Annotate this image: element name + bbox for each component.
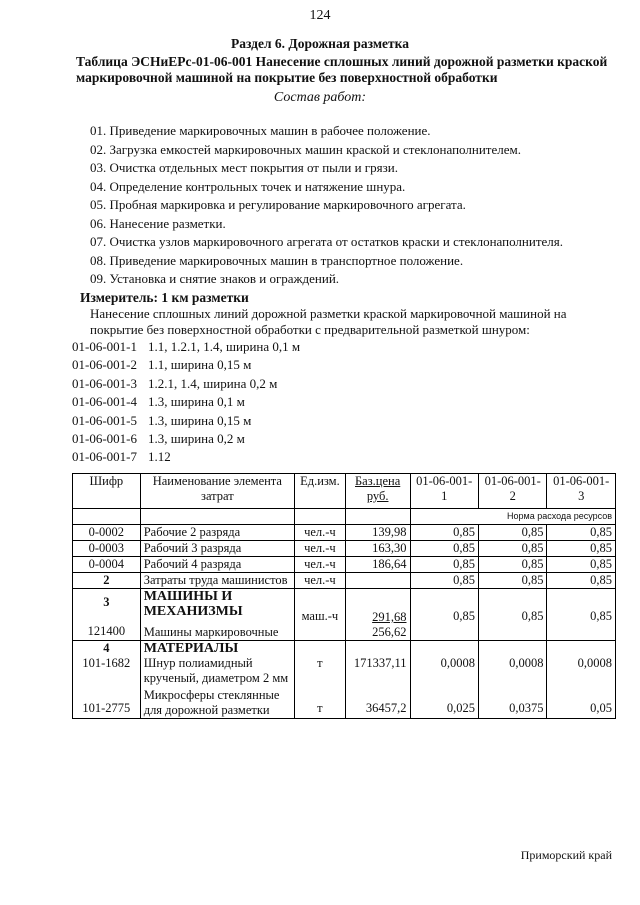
row-v2 bbox=[478, 641, 546, 719]
code-id: 01-06-001-1 bbox=[72, 339, 137, 354]
row-unit: чел.-ч bbox=[295, 557, 346, 573]
row-v2: 0,85 bbox=[478, 589, 546, 641]
row-name: Рабочий 4 разряда bbox=[140, 557, 294, 573]
row-v3: 0,85 bbox=[547, 525, 616, 541]
measure-unit: Измеритель: 1 км разметки bbox=[80, 290, 249, 305]
row-name-machine: Машины маркировочные bbox=[143, 625, 279, 639]
code-id: 01-06-001-2 bbox=[72, 357, 137, 373]
work-step: 02. Загрузка емкостей маркировочных машин краской и стеклонаполнителем. bbox=[90, 141, 521, 157]
value-line: 0,0375 bbox=[509, 701, 544, 715]
composition-heading: Состав работ: bbox=[273, 90, 367, 105]
row-v3: 0,85 bbox=[547, 541, 616, 557]
unit-line: т bbox=[317, 656, 323, 670]
header-name: Наименование элемента затрат bbox=[140, 474, 294, 509]
row-name-material: Микросферы стеклянные для дорожной разметки bbox=[143, 688, 280, 717]
price-line-2: 256,62 bbox=[372, 625, 407, 639]
header-unit: Ед.изм. bbox=[295, 474, 346, 509]
row-price: 186,64 bbox=[345, 557, 410, 573]
row-v2: 0,85 bbox=[478, 525, 546, 541]
row-code-material: 101-2775 bbox=[82, 701, 131, 715]
row-v1: 0,85 bbox=[410, 541, 478, 557]
header-code: Шифр bbox=[73, 474, 141, 509]
work-step: 01. Приведение маркировочных машин в рабочее положение. bbox=[90, 123, 431, 138]
code-id: 01-06-001-3 bbox=[72, 375, 137, 391]
price-line: 36457,2 bbox=[365, 701, 407, 715]
row-name bbox=[140, 641, 294, 719]
row-name-material: Шнур полиамидный крученый, диаметром 2 мм bbox=[143, 656, 289, 685]
work-step: 05. Пробная маркировка и регулирование маркировочного агрегата. bbox=[90, 197, 466, 212]
row-name bbox=[140, 589, 294, 641]
code-id: 01-06-001-4 bbox=[72, 394, 137, 410]
code-item bbox=[72, 338, 300, 356]
work-steps-list bbox=[90, 122, 630, 289]
norm-caption-row bbox=[73, 509, 616, 525]
value-line: 0,0008 bbox=[509, 656, 544, 670]
row-v1: 0,85 bbox=[410, 557, 478, 573]
row-v1 bbox=[410, 641, 478, 719]
row-price bbox=[345, 641, 410, 719]
row-code-material: 101-1682 bbox=[82, 656, 131, 670]
row-v1: 0,85 bbox=[410, 573, 478, 589]
footer-region: Приморский край bbox=[520, 848, 612, 862]
row-code: 0-0003 bbox=[73, 541, 141, 557]
table-row bbox=[73, 541, 616, 557]
table-row bbox=[73, 525, 616, 541]
row-price: 139,98 bbox=[345, 525, 410, 541]
row-v3: 0,85 bbox=[547, 557, 616, 573]
resource-table bbox=[72, 473, 616, 719]
code-desc: 1.1, ширина 0,15 м bbox=[148, 357, 252, 373]
value-line: 0,0008 bbox=[440, 656, 475, 670]
value-line: 0,0008 bbox=[577, 656, 612, 670]
row-v2: 0,85 bbox=[478, 541, 546, 557]
row-name: Затраты труда машинистов bbox=[140, 573, 294, 589]
work-step: 04. Определение контрольных точек и натяжение шнура. bbox=[90, 178, 406, 194]
row-code: 0-0004 bbox=[73, 557, 141, 573]
price-line: 171337,11 bbox=[353, 656, 407, 670]
row-code-machine: 121400 bbox=[87, 624, 126, 638]
row-unit: чел.-ч bbox=[295, 525, 346, 541]
work-step: 06. Нанесение разметки. bbox=[90, 215, 226, 231]
work-step: 08. Приведение маркировочных машин в транспортное положение. bbox=[90, 252, 464, 268]
row-code: 2 bbox=[73, 573, 141, 589]
code-desc: 1.2.1, 1.4, ширина 0,2 м bbox=[148, 375, 278, 391]
code-item bbox=[72, 430, 300, 448]
group-code: 3 bbox=[103, 595, 110, 609]
code-item bbox=[72, 356, 300, 374]
row-unit: чел.-ч bbox=[295, 541, 346, 557]
code-desc: 1.12 bbox=[148, 449, 171, 465]
code-id: 01-06-001-5 bbox=[72, 412, 137, 428]
code-desc: 1.3, ширина 0,2 м bbox=[148, 430, 245, 446]
row-v1: 0,85 bbox=[410, 525, 478, 541]
table-row bbox=[73, 641, 616, 719]
row-v3 bbox=[547, 641, 616, 719]
header-variant-3: 01-06-001-3 bbox=[547, 474, 616, 509]
row-v3: 0,85 bbox=[547, 573, 616, 589]
row-price: 163,30 bbox=[345, 541, 410, 557]
row-name: Рабочий 3 разряда bbox=[140, 541, 294, 557]
section-title: Раздел 6. Дорожная разметка bbox=[230, 36, 410, 51]
code-id: 01-06-001-6 bbox=[72, 430, 137, 446]
row-v1: 0,85 bbox=[410, 589, 478, 641]
code-item bbox=[72, 412, 300, 430]
table-row bbox=[73, 573, 616, 589]
row-unit: маш.-ч bbox=[295, 589, 346, 641]
table-title: Таблица ЭСНиЕРс-01-06-001 Нанесение сплошных линий дорожной разметки краской маркировочной машиной на покрытие без поверхностной обработки bbox=[76, 54, 608, 85]
header-variant-2: 01-06-001-2 bbox=[478, 474, 546, 509]
row-v3: 0,85 bbox=[547, 589, 616, 641]
row-unit bbox=[295, 641, 346, 719]
group-code: 4 bbox=[103, 641, 110, 655]
row-code bbox=[73, 641, 141, 719]
row-code bbox=[73, 589, 141, 641]
group-title: МАТЕРИАЛЫ bbox=[143, 641, 239, 656]
code-list bbox=[72, 338, 300, 467]
header-price bbox=[345, 474, 410, 509]
work-step: 07. Очистка узлов маркировочного агрегата от остатков краски и стеклонаполнителя. bbox=[90, 234, 564, 249]
value-line: 0,05 bbox=[590, 701, 612, 715]
code-id: 01-06-001-7 bbox=[72, 449, 137, 465]
value-line: 0,025 bbox=[446, 701, 475, 715]
code-item bbox=[72, 375, 300, 393]
code-item bbox=[72, 448, 300, 466]
work-step: 03. Очистка отдельных мест покрытия от пыли и грязи. bbox=[90, 160, 398, 175]
row-code: 0-0002 bbox=[73, 525, 141, 541]
group-title: МАШИНЫ И МЕХАНИЗМЫ bbox=[143, 589, 243, 619]
row-price bbox=[345, 573, 410, 589]
row-name: Рабочие 2 разряда bbox=[140, 525, 294, 541]
unit-line: т bbox=[317, 701, 323, 715]
code-item bbox=[72, 393, 300, 411]
intro-paragraph: Нанесение сплошных линий дорожной разметки краской маркировочной машиной на покрытие без поверхностной обработки с предварительной разметкой шнуром: bbox=[90, 306, 567, 337]
work-step: 09. Установка и снятие знаков и ограждений. bbox=[90, 271, 340, 286]
row-price bbox=[345, 589, 410, 641]
header-price-text: Баз.цена руб. bbox=[355, 474, 401, 503]
code-desc: 1.1, 1.2.1, 1.4, ширина 0,1 м bbox=[148, 339, 301, 354]
norm-caption: Норма расхода ресурсов bbox=[410, 509, 616, 525]
page-number: 124 bbox=[309, 8, 331, 23]
header-variant-1: 01-06-001-1 bbox=[410, 474, 478, 509]
table-row bbox=[73, 589, 616, 641]
price-line-1: 291,68 bbox=[372, 610, 407, 624]
row-v2: 0,85 bbox=[478, 573, 546, 589]
code-desc: 1.3, ширина 0,15 м bbox=[148, 412, 252, 428]
table-row bbox=[73, 557, 616, 573]
row-unit: чел.-ч bbox=[295, 573, 346, 589]
code-desc: 1.3, ширина 0,1 м bbox=[148, 394, 245, 410]
table-header-row bbox=[73, 474, 616, 509]
row-v2: 0,85 bbox=[478, 557, 546, 573]
